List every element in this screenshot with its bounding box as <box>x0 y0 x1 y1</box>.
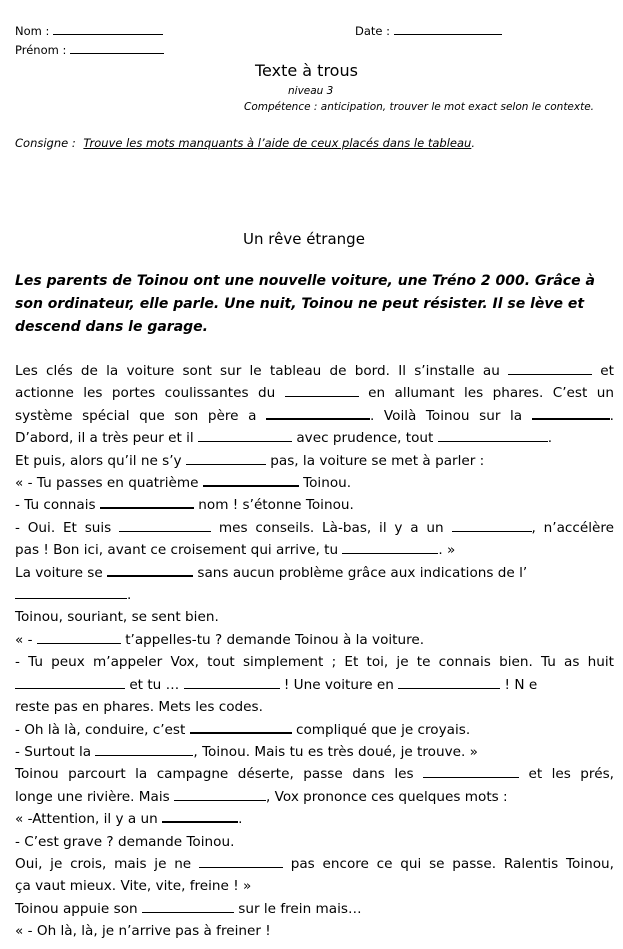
competence-text: Compétence : anticipation, trouver le mot exact selon le contexte. <box>244 101 595 113</box>
consigne-end: . <box>471 136 475 150</box>
blank[interactable] <box>174 788 266 801</box>
blank[interactable] <box>15 676 125 689</box>
blank[interactable] <box>95 743 193 756</box>
story-line: - Tu peux m’appeler Vox, tout simplement ; Et toi, je te connais bien. Tu as huit <box>15 654 614 671</box>
story-intro: Les parents de Toinou ont une nouvelle voiture, une Tréno 2 000. Grâce à son ordinateur, elle parle. Une nuit, Toinou ne peut résister. Il se lève et descend dans le garage. <box>15 273 595 335</box>
nom-label: Nom : <box>15 24 50 38</box>
blank[interactable] <box>508 362 592 375</box>
story-body <box>15 360 614 943</box>
blank[interactable] <box>266 406 370 420</box>
story-line: Toinou parcourt la campagne déserte, passe dans les et les prés, <box>15 766 614 783</box>
story-line: « - t’appelles-tu ? demande Toinou à la voiture. <box>15 631 425 648</box>
blank[interactable] <box>198 429 292 442</box>
story-line: - Surtout la , Toinou. Mais tu es très doué, je trouve. » <box>15 743 478 760</box>
story-line: Et puis, alors qu’il ne s’y pas, la voiture se met à parler : <box>15 452 485 469</box>
prenom-label: Prénom : <box>15 43 67 57</box>
consigne-label: Consigne : <box>15 136 76 150</box>
consigne-text: Trouve les mots manquants à l’aide de ceux placés dans le tableau <box>83 136 472 150</box>
blank[interactable] <box>37 631 121 644</box>
story-line: et tu … ! Une voiture en ! N e <box>15 674 614 696</box>
story-line: - C’est grave ? demande Toinou. <box>15 833 235 850</box>
story-line: actionne les portes coulissantes du en allumant les phares. C’est un <box>15 385 614 402</box>
story-line: Les clés de la voiture sont sur le tableau de bord. Il s’installe au et <box>15 363 614 379</box>
prenom-field <box>15 41 164 57</box>
story-line: système spécial que son père a . Voilà Toinou sur la . <box>15 407 614 424</box>
blank[interactable] <box>532 406 610 420</box>
date-label: Date : <box>355 24 391 38</box>
story-line: Toinou, souriant, se sent bien. <box>15 609 219 626</box>
blank[interactable] <box>162 809 238 823</box>
date-field <box>355 22 502 38</box>
story-line: - Tu connais nom ! s’étonne Toinou. <box>15 497 354 514</box>
story-line: ça vaut mieux. Vite, vite, freine ! » <box>15 878 252 895</box>
story-line: - Oui. Et suis mes conseils. Là-bas, il y a un , n’accélère <box>15 519 615 536</box>
story-line: « - Tu passes en quatrième Toinou. <box>15 475 352 492</box>
story-line: Toinou appuie son sur le frein mais… <box>15 900 362 917</box>
blank[interactable] <box>186 452 266 465</box>
blank[interactable] <box>100 495 194 509</box>
blank[interactable] <box>423 765 519 778</box>
blank[interactable] <box>452 519 532 532</box>
niveau-label: niveau 3 <box>288 85 334 97</box>
blank[interactable] <box>119 519 211 532</box>
story-line: La voiture se sans aucun problème grâce aux indications de l’ <box>15 564 528 581</box>
story-line: « -Attention, il y a un . <box>15 811 243 828</box>
blank[interactable] <box>285 384 359 397</box>
story-title: Un rêve étrange <box>243 230 365 248</box>
blank[interactable] <box>203 473 299 487</box>
blank[interactable] <box>15 586 127 599</box>
nom-blank[interactable] <box>53 22 163 35</box>
consigne <box>15 136 475 150</box>
blank[interactable] <box>107 563 193 577</box>
blank[interactable] <box>199 855 283 868</box>
story-line: Oui, je crois, mais je ne pas encore ce qui se passe. Ralentis Toinou, <box>15 855 614 872</box>
blank[interactable] <box>398 676 500 689</box>
blank[interactable] <box>142 900 234 913</box>
blank[interactable] <box>190 720 292 734</box>
nom-field <box>15 22 163 38</box>
prenom-blank[interactable] <box>70 41 164 54</box>
story-line: longe une rivière. Mais , Vox prononce ces quelques mots : <box>15 788 508 805</box>
story-line: - Oh là là, conduire, c’est compliqué que je croyais. <box>15 721 471 738</box>
story-line: pas ! Bon ici, avant ce croisement qui arrive, tu . » <box>15 542 456 559</box>
story-line: reste pas en phares. Mets les codes. <box>15 699 263 716</box>
story-line: . <box>15 584 614 606</box>
story-line: « - Oh là, là, je n’arrive pas à freiner ! <box>15 923 271 940</box>
page-title: Texte à trous <box>255 61 358 80</box>
blank[interactable] <box>438 429 548 442</box>
blank[interactable] <box>342 541 438 554</box>
blank[interactable] <box>184 676 280 689</box>
story-line: D’abord, il a très peur et il avec prudence, tout . <box>15 430 553 447</box>
date-blank[interactable] <box>394 22 502 35</box>
